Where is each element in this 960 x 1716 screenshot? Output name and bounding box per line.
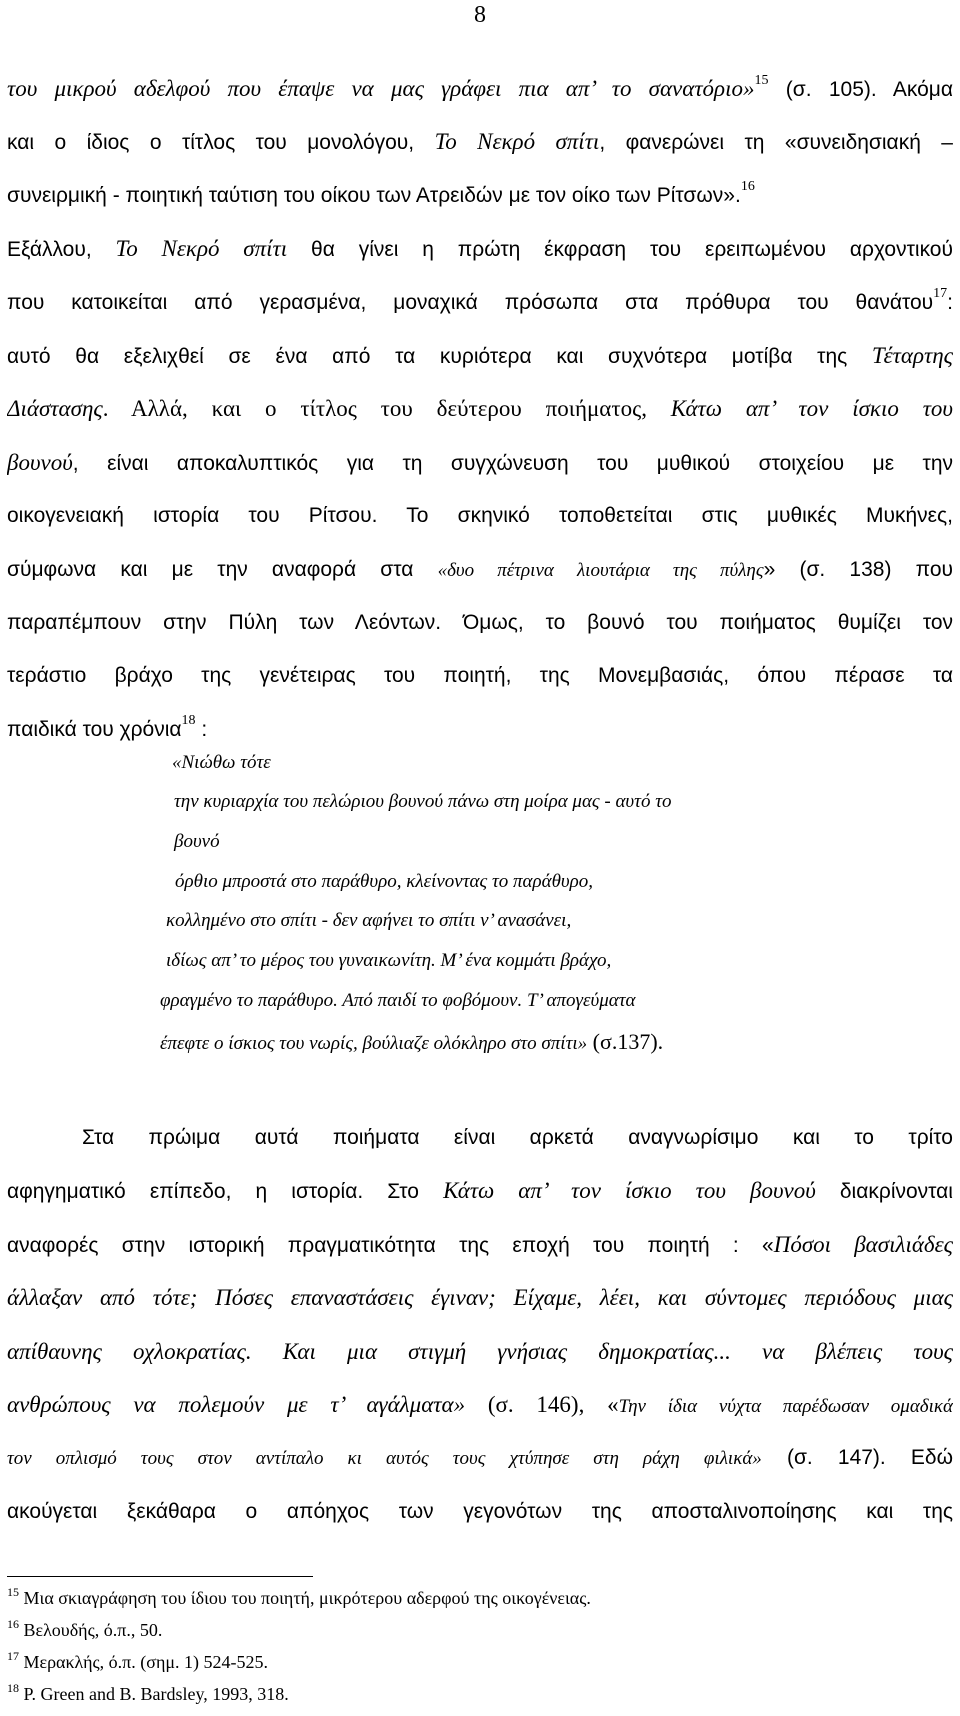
text-line: αυτό θα εξελιχθεί σε ένα από τα κυριότερα και συχνότερα μοτίβα της Τέταρτης — [7, 342, 953, 368]
text-line: άλλαξαν από τότε; Πόσες επαναστάσεις έγιναν; Είχαμε, λέει, και σύντομες περιόδους μιας — [7, 1285, 953, 1311]
poem-line: την κυριαρχία του πελώριου βουνού πάνω στη μοίρα μας - αυτό το — [174, 791, 672, 812]
text-line: συνειρμική - ποιητική ταύτιση του οίκου των Ατρειδών με τον οίκο των Ρίτσων».$^{16}$ — [7, 178, 755, 207]
poem-line: φραγμένο το παράθυρο. Από παιδί το φοβόμουν. Τ’ απογεύματα — [160, 990, 636, 1011]
page-number: 8 — [474, 2, 486, 28]
footnote: $^{16}$ Βελουδής, ό.π., 50. — [7, 1617, 163, 1640]
footnote-ref: 17 — [933, 285, 948, 301]
text-line: του μικρού αδελφού που έπαψε να μας γράφει πια απ’ το σανατόριο»$^{15}$ (σ. 105). Ακόμα — [7, 73, 953, 101]
poem-line: «Νιώθω τότε — [172, 752, 271, 773]
text-line: Διάστασης. Αλλά, και ο τίτλος του δεύτερου ποιήματος, Κάτω απ’ τον ίσκιο του — [7, 396, 953, 422]
text-line: τον οπλισμό τους στον αντίπαλο κι αυτός τους χτύπησε στη ράχη φιλικά» (σ. 147). Εδώ — [7, 1446, 953, 1470]
text-line: βουνού, είναι αποκαλυπτικός για τη συγχώνευση του μυθικού στοιχείου με την — [7, 449, 953, 475]
text-line: παιδικά του χρόνια$^{18}$ : — [7, 712, 208, 741]
paragraph-2 — [7, 1111, 953, 1538]
footnote: $^{17}$ Μερακλής, ό.π. (σημ. 1) 524-525. — [7, 1649, 268, 1672]
text-line: ανθρώπους να πολεμούν με τ’ αγάλματα» (σ. 146), «Την ίδια νύχτα παρέδωσαν ομαδικά — [7, 1391, 953, 1417]
text-line: οικογενειακή ιστορία του Ρίτσου. Το σκηνικό τοποθετείται στις μυθικές Μυκήνες, — [7, 504, 953, 528]
text-line: αφηγηματικό επίπεδο, η ιστορία. Στο Κάτω απ’ τον ίσκιο του βουνού διακρίνονται — [7, 1178, 953, 1204]
footnote-ref: 15 — [754, 73, 769, 88]
poem-line: όρθιο μπροστά στο παράθυρο, κλείνοντας το παράθυρο, — [175, 871, 593, 892]
poem-line: βουνό — [174, 831, 220, 852]
poem-line: έπεφτε ο ίσκιος του νωρίς, βούλιαζε ολόκληρο στο σπίτι» (σ.137). — [160, 1029, 664, 1054]
text-line: παραπέμπουν στην Πύλη των Λεόντων. Όμως, το βουνό του ποιήματος θυμίζει τον — [7, 610, 953, 634]
text-line: ακούγεται ξεκάθαρα ο απόηχος των γεγονότων της αποσταλινοποίησης και της — [7, 1499, 953, 1523]
text-line: τεράστιο βράχο της γενέτειρας του ποιητή, της Μονεμβασιάς, όπου πέρασε τα — [7, 664, 953, 688]
text-line: σύμφωνα και με την αναφορά στα «δυο πέτρινα λιουτάρια της πύλης» (σ. 138) που — [7, 557, 953, 581]
footnotes — [7, 1585, 947, 1716]
text-line: αναφορές στην ιστορική πραγματικότητα της εποχή του ποιητή : «Πόσοι βασιλιάδες — [7, 1231, 953, 1257]
poem-line: ιδίως απ’ το μέρος του γυναικωνίτη. Μ’ ένα κομμάτι βράχο, — [166, 950, 612, 971]
text-line: Στα πρώιμα αυτά ποιήματα είναι αρκετά αναγνωρίσιμο και το τρίτο — [82, 1126, 953, 1149]
text-line: απίθαυνης οχλοκρατίας. Και μια στιγμή γνήσιας δημοκρατίας... να βλέπεις τους — [7, 1338, 953, 1364]
footnote: $^{15}$ Μια σκιαγράφηση του ίδιου του ποιητή, μικρότερου αδερφού της οικογένειας. — [7, 1585, 591, 1608]
footnote-separator — [7, 1576, 313, 1577]
paragraph-1 — [7, 62, 953, 756]
text-line: Εξάλλου, Το Νεκρό σπίτι θα γίνει η πρώτη έκφραση του ερειπωμένου αρχοντικού — [7, 236, 953, 262]
poem-line: κολλημένο στο σπίτι - δεν αφήνει το σπίτι ν’ ανασάνει, — [166, 910, 572, 931]
text-line: που κατοικείται από γερασμένα, μοναχικά πρόσωπα στα πρόθυρα του θανάτου$^{17}$: — [7, 285, 953, 314]
footnote: $^{18}$ P. Green and B. Bardsley, 1993, 318. — [7, 1681, 289, 1704]
poem-page-ref: (σ.137). — [587, 1029, 664, 1054]
footnote-ref: 16 — [740, 178, 755, 194]
text-line: και ο ίδιος ο τίτλος του μονολόγου, Το Νεκρό σπίτι, φανερώνει τη «συνειδησιακή – — [7, 129, 953, 155]
footnote-ref: 18 — [181, 712, 196, 728]
